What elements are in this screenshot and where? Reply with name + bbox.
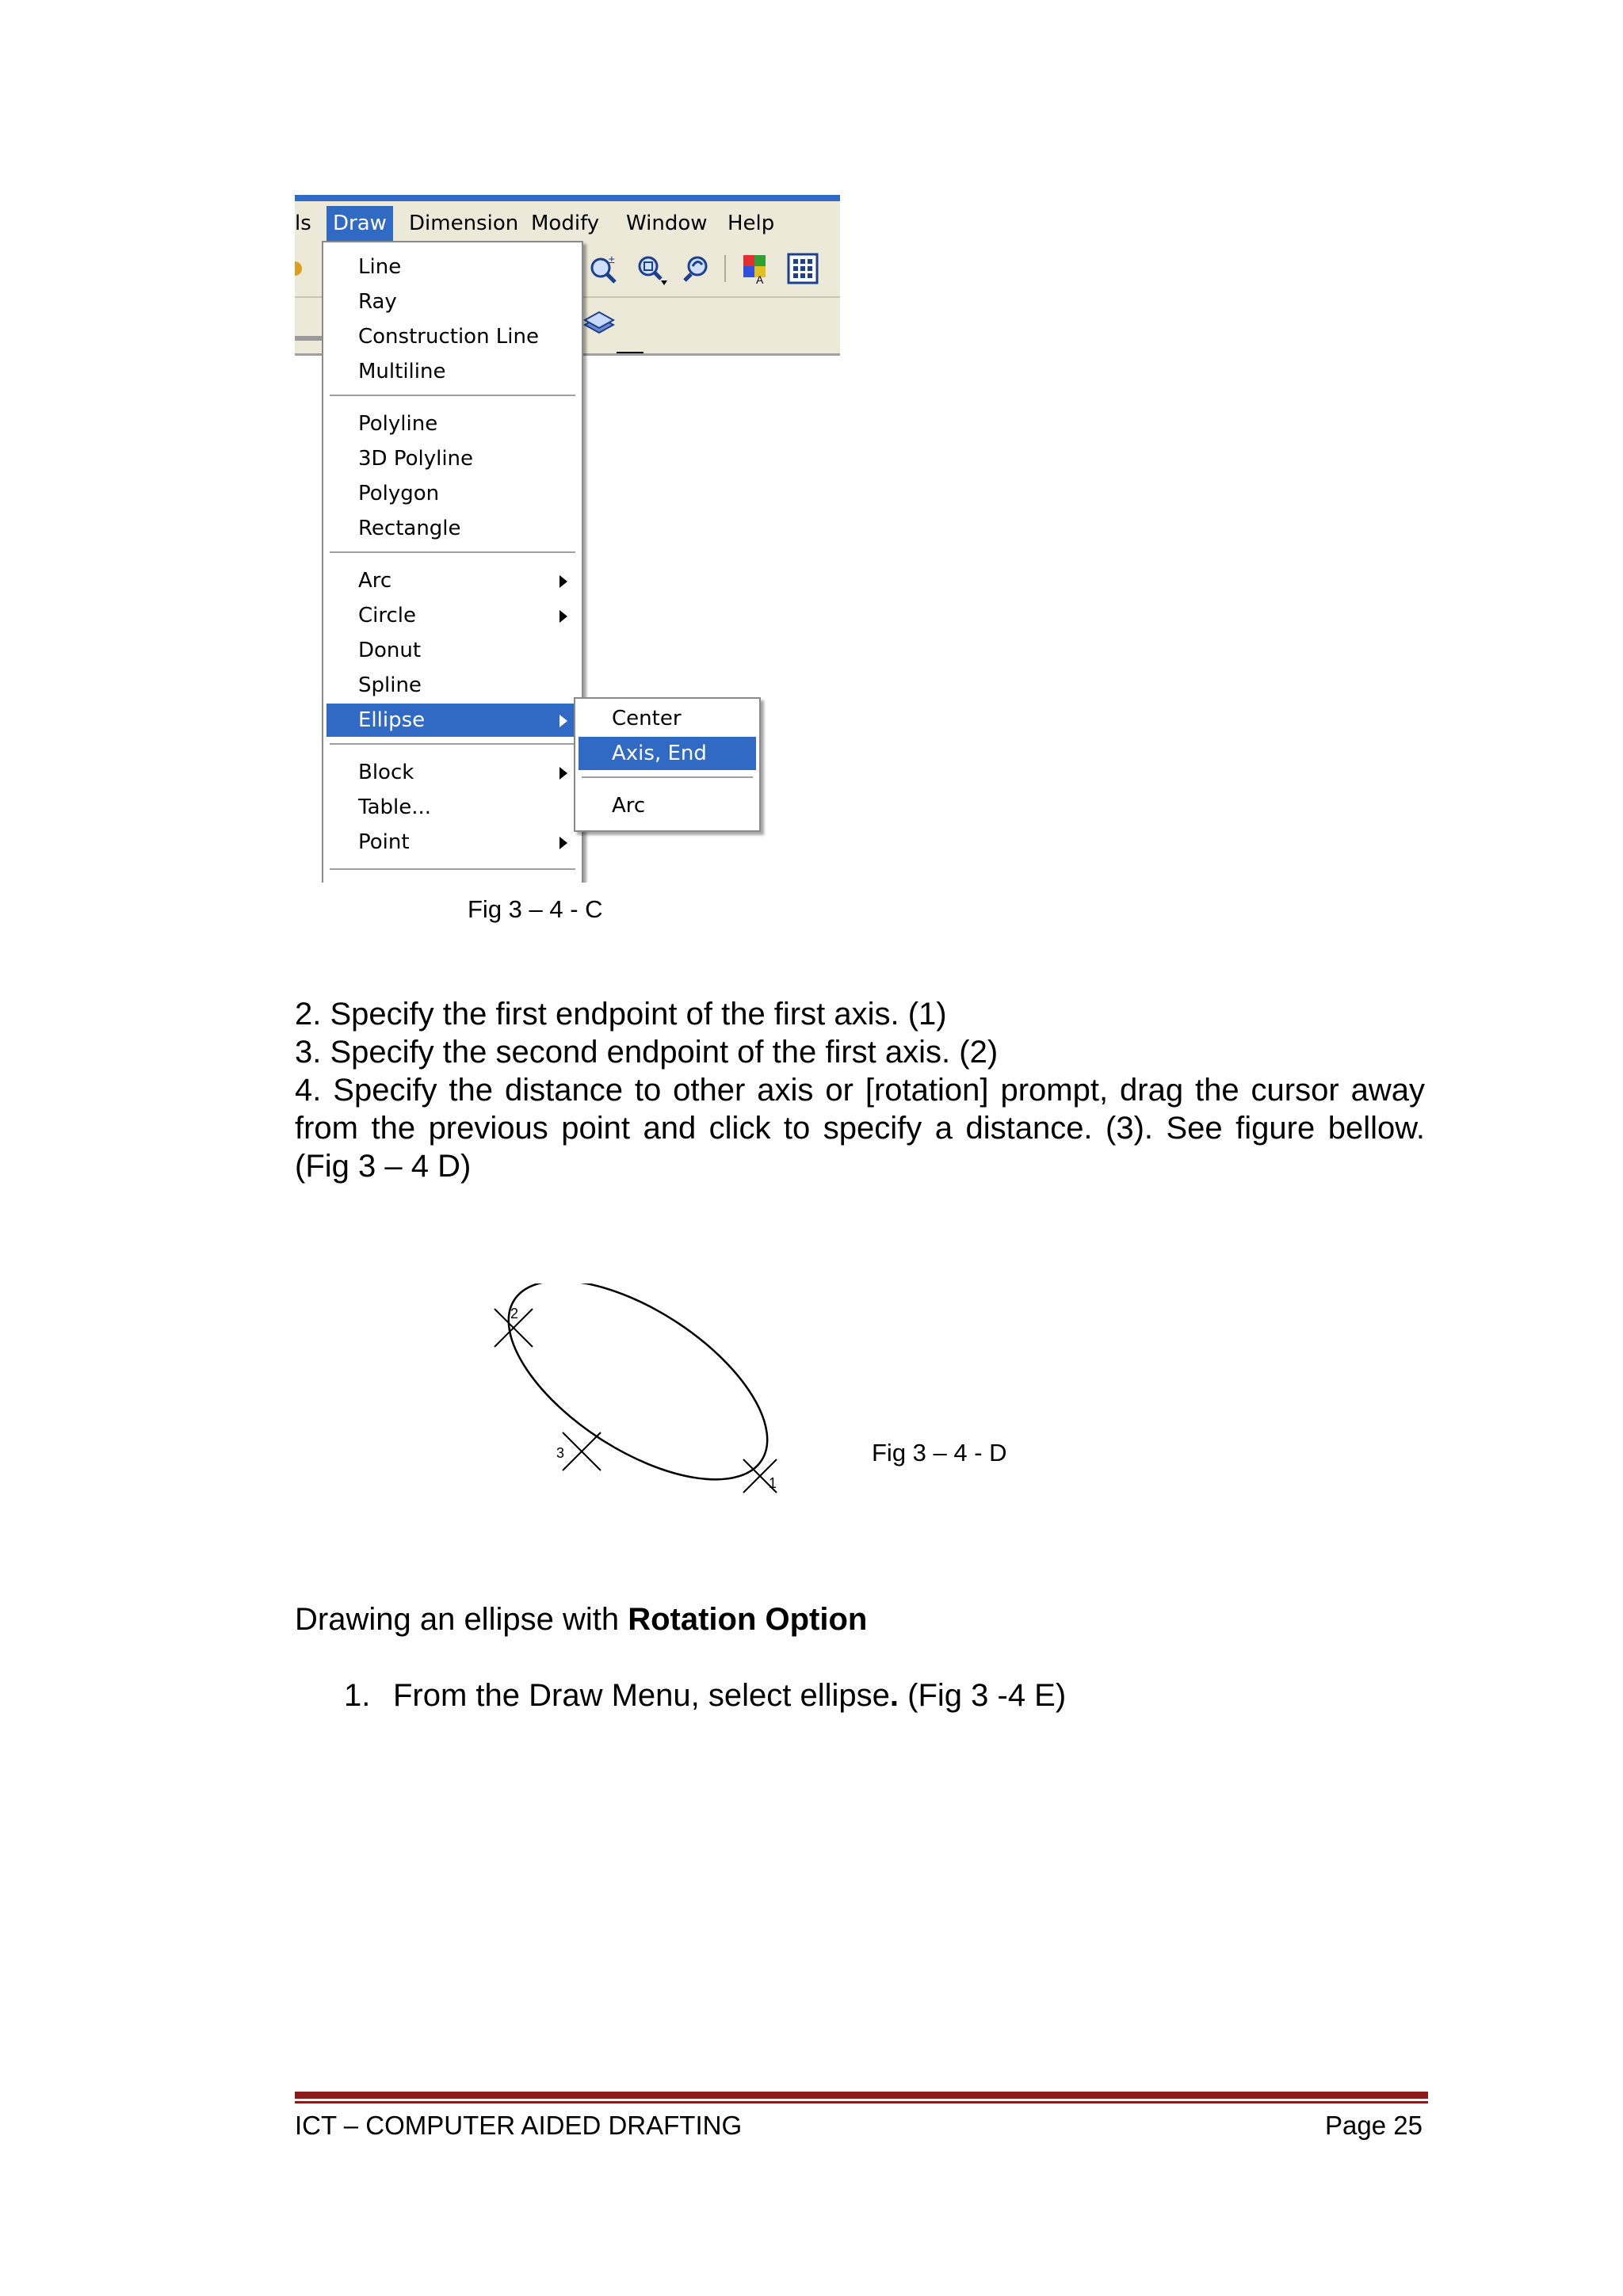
menu-separator: [330, 868, 575, 871]
menu-item-construction-line[interactable]: Construction Line: [358, 325, 539, 349]
menu-item-arc-label: Arc: [358, 569, 392, 593]
menu-item-donut[interactable]: Donut: [358, 639, 422, 662]
draw-dropdown-menu: [322, 241, 583, 883]
menu-item-table[interactable]: Table...: [358, 795, 432, 819]
footer-rule: [295, 2092, 1428, 2099]
menu-item-polyline[interactable]: Polyline: [358, 412, 438, 436]
menu-item-ellipse-label: Ellipse: [358, 708, 426, 732]
submenu-item-axis-end[interactable]: Axis, End: [579, 737, 756, 770]
point-3-marker: [563, 1432, 601, 1470]
menu-item-rectangle[interactable]: Rectangle: [358, 517, 461, 540]
menu-item-spline[interactable]: Spline: [358, 673, 422, 697]
menu-separator: [330, 395, 575, 397]
menu-draw[interactable]: Draw: [327, 206, 393, 241]
toolbar-partial-icon[interactable]: [295, 252, 317, 285]
rotation-intro-bold: Rotation Option: [628, 1602, 868, 1637]
ellipse-figure: [475, 1283, 808, 1505]
menu-item-3d-polyline[interactable]: 3D Polyline: [358, 447, 474, 471]
submenu-item-center[interactable]: Center: [612, 707, 682, 730]
point-label-1: 1: [769, 1475, 777, 1491]
menu-item-circle[interactable]: [327, 599, 579, 632]
rotation-step-1: [393, 1676, 1066, 1714]
footer-rule-thin: [295, 2101, 1428, 2103]
submenu-item-arc[interactable]: Arc: [612, 794, 646, 818]
layer-icon[interactable]: [582, 307, 615, 341]
zoom-window-icon[interactable]: [634, 252, 667, 285]
submenu-arrow-icon: [559, 610, 567, 623]
menu-separator: [330, 743, 575, 746]
zoom-realtime-icon[interactable]: [586, 252, 620, 285]
rotation-intro-text: Drawing an ellipse with: [295, 1602, 628, 1637]
point-label-2: 2: [510, 1306, 519, 1322]
rotation-intro: [295, 1600, 867, 1638]
menu-bar: [295, 195, 840, 241]
fig-c-caption: Fig 3 – 4 - C: [468, 895, 603, 923]
menu-item-multiline[interactable]: Multiline: [358, 360, 446, 383]
properties-icon[interactable]: [740, 252, 773, 285]
page-number: Page 25: [1325, 2111, 1423, 2140]
menu-help[interactable]: Help: [727, 212, 775, 235]
submenu-arrow-icon: [559, 715, 567, 727]
menu-item-polygon[interactable]: Polygon: [358, 482, 440, 505]
step-3: 3. Specify the second endpoint of the first axis. (2): [295, 1035, 999, 1070]
menu-separator: [330, 551, 575, 554]
menu-item-arc[interactable]: [327, 564, 579, 597]
menu-item-line[interactable]: Line: [358, 255, 402, 279]
submenu-arrow-icon: [559, 767, 567, 780]
submenu-arrow-icon: [559, 837, 567, 849]
draw-menu-screenshot: [295, 195, 840, 883]
rotation-step-1-number: 1.: [344, 1678, 371, 1713]
point-label-3: 3: [556, 1445, 565, 1461]
ellipse-submenu: [574, 697, 761, 832]
menu-window[interactable]: Window: [626, 212, 708, 235]
menu-item-point[interactable]: [327, 826, 579, 859]
menu-item-ray[interactable]: Ray: [358, 290, 397, 314]
menu-item-circle-label: Circle: [358, 604, 417, 627]
design-center-icon[interactable]: [786, 252, 819, 285]
menu-item-block-label: Block: [358, 761, 414, 784]
menu-separator: [582, 776, 753, 779]
menu-item-ellipse[interactable]: [327, 704, 579, 737]
step-4: 4. Specify the distance to other axis or [rotation] prompt, drag the cursor away from the previous point and click to specify a distance. (3). See figure bellow. (Fig 3 – 4 D): [295, 1073, 1425, 1184]
submenu-arrow-icon: [559, 575, 567, 588]
svg-text:±: ±: [609, 253, 615, 265]
menu-tools[interactable]: ls: [295, 212, 311, 235]
step-2: 2. Specify the first endpoint of the first axis. (1): [295, 997, 947, 1032]
footer-title: ICT – COMPUTER AIDED DRAFTING: [295, 2111, 743, 2140]
menu-modify[interactable]: Modify: [531, 212, 600, 235]
rotation-step-1-tail: (Fig 3 -4 E): [899, 1678, 1067, 1713]
rotation-step-1-text: From the Draw Menu, select ellipse: [393, 1678, 890, 1713]
rotation-step-1-bold: .: [889, 1678, 899, 1713]
svg-text:A: A: [756, 273, 764, 285]
menu-item-block[interactable]: [327, 756, 579, 789]
zoom-previous-icon[interactable]: [682, 252, 715, 285]
menu-dimension[interactable]: Dimension: [409, 212, 519, 235]
menu-item-point-label: Point: [358, 830, 410, 854]
fig-d-caption: Fig 3 – 4 - D: [872, 1439, 1007, 1466]
